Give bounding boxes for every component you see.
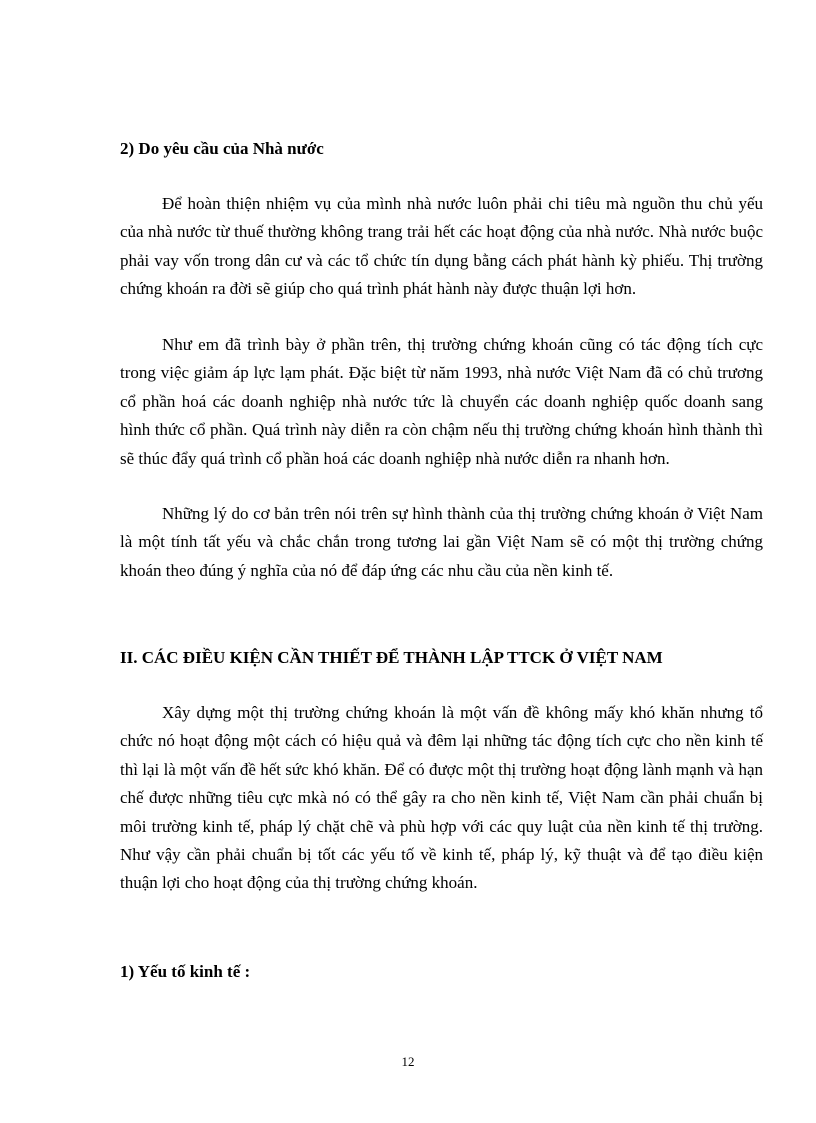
section-heading-economic-factors: 1) Yếu tố kinh tế : xyxy=(120,962,251,981)
paragraph: Để hoàn thiện nhiệm vụ của mình nhà nước luôn phải chi tiêu mà nguồn thu chủ yếu của nhà nước từ thuế thường không trang trải hết các hoạt động của nhà nước. Nhà nước buộc phải vay vốn trong dân cư và các tổ chức tín dụng bằng cách phát hành kỳ phiếu. Thị trường chứng khoán ra đời sẽ giúp cho quá trình phát hành này được thuận lợi hơn. xyxy=(120,194,763,299)
section-heading-conditions: II. CÁC ĐIỀU KIỆN CẦN THIẾT ĐỂ THÀNH LẬP TTCK Ở VIỆT NAM xyxy=(120,648,663,667)
page-number: 12 xyxy=(401,1054,415,1069)
paragraph: Như em đã trình bày ở phần trên, thị trường chứng khoán cũng có tác động tích cực trong việc giảm áp lực lạm phát. Đặc biệt từ năm 1993, nhà nước Việt Nam đã có chủ trương cổ phần hoá các doanh nghiệp nhà nước tức là chuyển các doanh nghiệp quốc doanh sang hình thức cổ phần. Quá trình này diễn ra còn chậm nếu thị trường chứng khoán hình thành thì sẽ thúc đẩy quá trình cổ phần hoá các doanh nghiệp nhà nước diễn ra nhanh hơn. xyxy=(120,335,763,468)
paragraph: Những lý do cơ bản trên nói trên sự hình thành của thị trường chứng khoán ở Việt Nam là một tính tất yếu và chắc chắn trong tương lai gần Việt Nam sẽ có một thị trường chứng khoán theo đúng ý nghĩa của nó để đáp ứng các nhu cầu của nền kinh tế. xyxy=(120,504,763,580)
section-heading-state-requirement: 2) Do yêu cầu của Nhà nước xyxy=(120,139,324,158)
paragraph: Xây dựng một thị trường chứng khoán là một vấn đề không mấy khó khăn nhưng tổ chức nó hoạt động một cách có hiệu quả và đêm lại những tác động tích cực cho nền kinh tế thì lại là một vấn đề hết sức khó khăn. Để có được một thị trường hoạt động lành mạnh và hạn chế được những tiêu cực mkà nó có thể gây ra cho nền kinh tế, Việt Nam cần phải chuẩn bị môi trường kinh tế, pháp lý chặt chẽ và phù hợp với các quy luật của nền kinh tế thị trường. Như vậy cần phải chuẩn bị tốt các yếu tố về kinh tế, pháp lý, kỹ thuật và để tạo điều kiện thuận lợi cho hoạt động của thị trường chứng khoán. xyxy=(120,703,763,893)
